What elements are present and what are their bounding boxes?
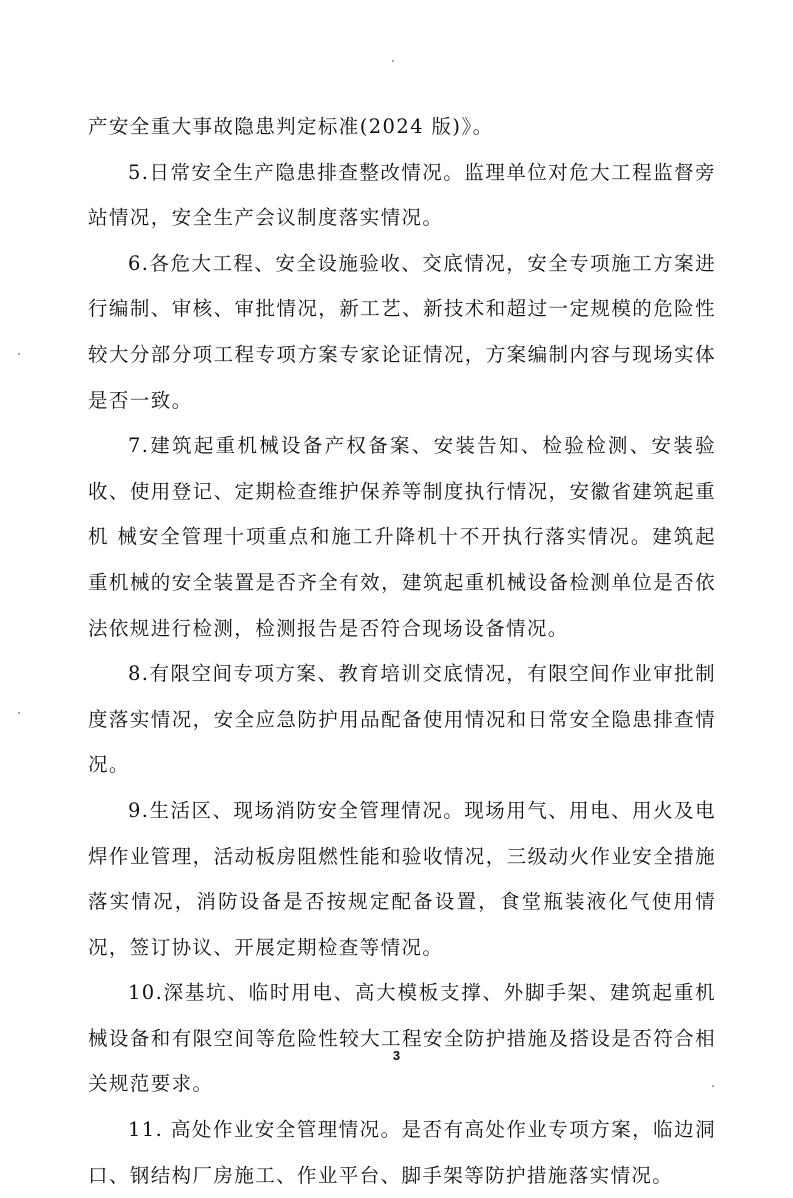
scan-speck <box>18 353 20 355</box>
page-number: 3 <box>392 1048 401 1063</box>
paragraph-item-10: 10.深基坑、临时用电、高大模板支撑、外脚手架、建筑起重机械设备和有限空间等危险性较大工程安全防护措施及搭设是否符合相关规范要求。 <box>88 981 716 1096</box>
paragraph-item-9: 9.生活区、现场消防安全管理情况。现场用气、用电、用火及电焊作业管理，活动板房阻燃性能和验收情况，三级动火作业安全措施落实情况，消防设备是否按规定配备设置，食堂瓶装液化气使用情况，签订协议、开展定期检查等情况。 <box>88 798 716 959</box>
paragraph-continuation: 产安全重大事故隐患判定标准(2024 版)》。 <box>88 115 494 138</box>
body-text <box>88 104 716 1198</box>
paragraph-item-11: 11. 高处作业安全管理情况。是否有高处作业专项方案，临边洞口、钢结构厂房施工、作业平台、脚手架等防护措施落实情况。 <box>88 1118 716 1187</box>
scan-speck <box>392 60 394 62</box>
paragraph-item-5: 5.日常安全生产隐患排查整改情况。监理单位对危大工程监督旁站情况，安全生产会议制度落实情况。 <box>88 160 716 230</box>
paragraph-item-6: 6.各危大工程、安全设施验收、交底情况，安全专项施工方案进 行编制、审核、审批情况，新工艺、新技术和超过一定规模的危险性较大分部分项工程专项方案专家论证情况，方案编制内容与现场实体是否一致。 <box>88 251 716 412</box>
paragraph-item-8: 8.有限空间专项方案、教育培训交底情况，有限空间作业审批制度落实情况，安全应急防护用品配备使用情况和日常安全隐患排查情况。 <box>88 662 716 777</box>
paragraph-item-7: 7.建筑起重机械设备产权备案、安装告知、检验检测、安装验收、使用登记、定期检查维护保养等制度执行情况，安徽省建筑起重机 械安全管理十项重点和施工升降机十不开执行落实情况。建筑起重机械的安全装置是否齐全有效，建筑起重机械设备检测单位是否依法依规进行检测，检测报告是否符合现场设备情况。 <box>88 434 716 640</box>
scan-speck <box>18 712 20 714</box>
scan-speck <box>712 1085 714 1087</box>
